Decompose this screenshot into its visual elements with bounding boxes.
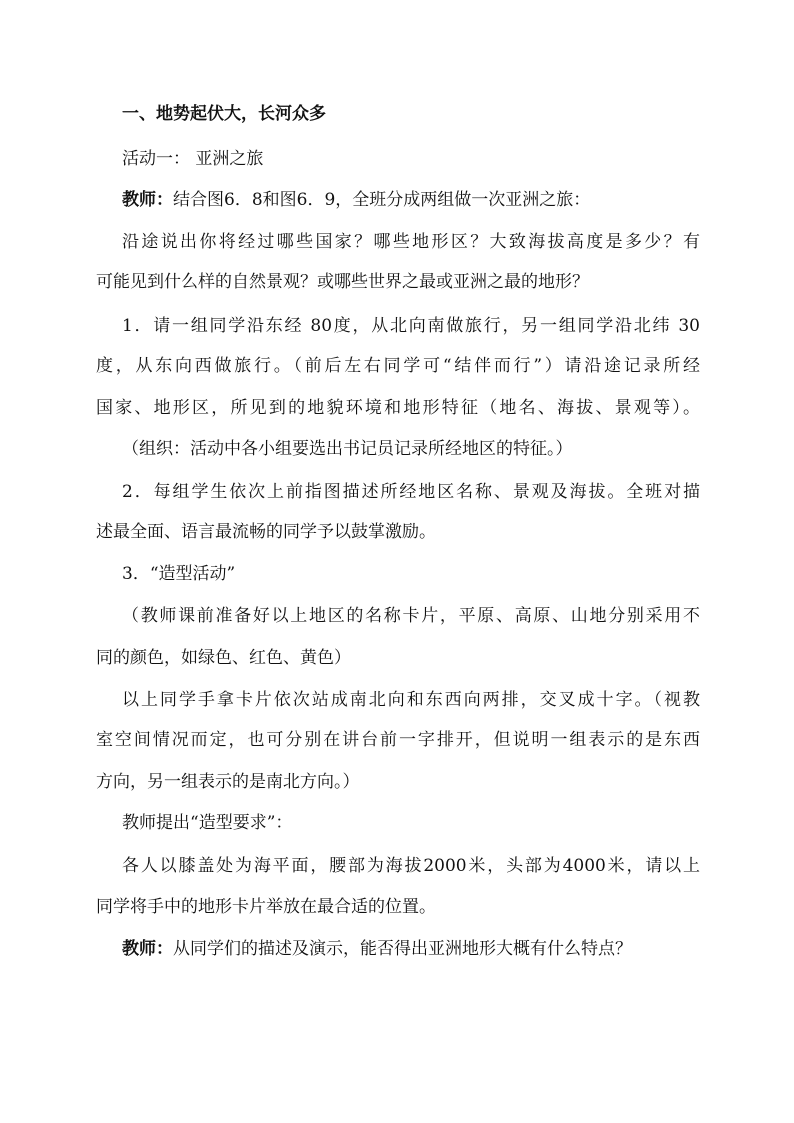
final-question-paragraph xyxy=(122,938,632,960)
prep-line-1: （教师课前准备好以上地区的名称卡片，平原、高原、山地分别采用不 xyxy=(122,606,700,626)
teacher-label: 教师： xyxy=(122,190,173,210)
requirement-line-2: 同学将手中的地形卡片举放在最合适的位置。 xyxy=(96,897,436,917)
requirement-line-1: 各人以膝盖处为海平面，腰部为海拔2000米，头部为4000米，请以上 xyxy=(122,856,700,876)
stand-line-2: 室空间情况而定，也可分别在讲台前一字排开，但说明一组表示的是东西 xyxy=(96,730,700,750)
question-line-1: 沿途说出你将经过哪些国家？哪些地形区？大致海拔高度是多少？有 xyxy=(122,232,700,252)
activity-title: 活动一： 亚洲之旅 xyxy=(122,149,264,169)
final-teacher-label: 教师： xyxy=(122,939,173,959)
step2-line-2: 述最全面、语言最流畅的同学予以鼓掌激励。 xyxy=(96,522,436,542)
stand-line-1: 以上同学手拿卡片依次站成南北向和东西向两排，交叉成十字。（视教 xyxy=(122,690,700,710)
step1-line-2: 度，从东向西做旅行。（前后左右同学可“结伴而行”）请沿途记录所经 xyxy=(96,356,700,376)
step1-line-1: 1．请一组同学沿东经 80度，从北向南做旅行，另一组同学沿北纬 30 xyxy=(122,316,700,336)
teacher-intro-text: 结合图6．8和图6．9，全班分成两组做一次亚洲之旅： xyxy=(173,190,591,210)
organize-note: （组织：活动中各小组要选出书记员记录所经地区的特征。） xyxy=(122,439,573,459)
section-heading: 一、地势起伏大，长河众多 xyxy=(122,104,326,124)
prep-line-2: 同的颜色，如绿色、红色、黄色） xyxy=(96,648,351,668)
question-line-2: 可能见到什么样的自然景观？或哪些世界之最或亚洲之最的地形？ xyxy=(96,272,589,292)
stand-line-3: 方向，另一组表示的是南北方向。） xyxy=(96,772,360,792)
step3-title: 3．“造型活动” xyxy=(122,564,236,584)
teacher-intro-paragraph xyxy=(122,189,590,211)
final-question-text: 从同学们的描述及演示，能否得出亚洲地形大概有什么特点？ xyxy=(173,939,632,959)
step2-line-1: 2．每组学生依次上前指图描述所经地区名称、景观及海拔。全班对描 xyxy=(122,482,700,502)
requirement-title: 教师提出“造型要求”： xyxy=(122,813,293,833)
step1-line-3: 国家、地形区，所见到的地貌环境和地形特征（地名、海拔、景观等）。 xyxy=(96,398,700,418)
